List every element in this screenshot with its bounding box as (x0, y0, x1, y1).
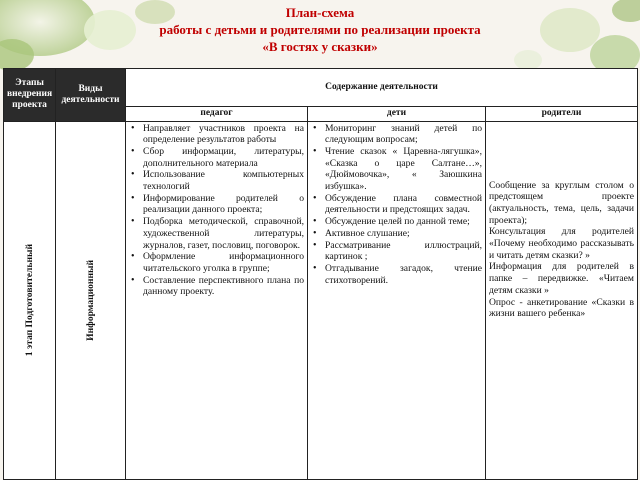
header-children: дети (308, 106, 486, 121)
parents-cell (486, 121, 638, 479)
list-item: • Обсуждение целей по данной теме; (311, 216, 482, 228)
parents-line: Информация для родителей в папке – передвижке. «Читаем детям сказки » (489, 261, 634, 296)
list-item: • Оформление информационного читательского уголка в группе; (129, 251, 304, 274)
teacher-list (129, 123, 304, 299)
list-item: • Сбор информации, литературы, дополнительного материала (129, 146, 304, 169)
list-item: • Использование компьютерных технологий (129, 169, 304, 192)
parents-line: Опрос - анкетирование «Сказки в жизни вашего ребенка» (489, 296, 634, 320)
list-item: • Обсуждение плана совместной деятельности и предстоящих задач. (311, 193, 482, 216)
list-item: • Составление перспективного плана по данному проекту. (129, 275, 304, 298)
header-stages: Этапы внедрения проекта (4, 69, 56, 122)
header-parents: родители (486, 106, 638, 121)
list-item: • Рассматривание иллюстраций, картинок ; (311, 240, 482, 263)
header-teacher: педагог (126, 106, 308, 121)
list-item: • Подборка методической, справочной, художественной литературы, журналов, газет, пословиц, поговорок. (129, 216, 304, 251)
list-item: • Мониторинг знаний детей по следующим вопросам; (311, 123, 482, 146)
teacher-cell (126, 121, 308, 479)
stage-cell (4, 121, 56, 479)
list-item: • Отгадывание загадок, чтение стихотворений. (311, 263, 482, 286)
stage-label: 1 этап Подготовительный (23, 244, 35, 357)
plan-table (3, 68, 638, 480)
title-line-3: «В гостях у сказки» (262, 39, 378, 54)
children-list (311, 123, 482, 287)
title-line-1: План-схема (285, 5, 355, 20)
table-row (4, 121, 638, 479)
list-item: • Активное слушание; (311, 228, 482, 240)
header-types: Виды деятельности (56, 69, 126, 122)
parents-line: Консультация для родителей «Почему необходимо рассказывать и читать детям сказки? » (489, 226, 634, 261)
type-label: Информационный (84, 259, 96, 341)
table-header-row (4, 69, 638, 107)
page-title (0, 4, 640, 55)
parents-line: Сообщение за круглым столом о предстоящем проекте (актуальность, тема, цель, задачи проекта); (489, 179, 634, 226)
list-item: • Чтение сказок « Царевна-лягушка», «Сказка о царе Салтане…», «Дюймовочка», « Заюшкина избушка». (311, 146, 482, 193)
list-item: • Направляет участников проекта на определение результатов работы (129, 123, 304, 146)
type-cell (56, 121, 126, 479)
children-cell (308, 121, 486, 479)
title-line-2: работы с детьми и родителями по реализации проекта (159, 22, 481, 37)
header-content: Содержание деятельности (126, 69, 638, 107)
list-item: • Информирование родителей о реализации данного проекта; (129, 193, 304, 216)
